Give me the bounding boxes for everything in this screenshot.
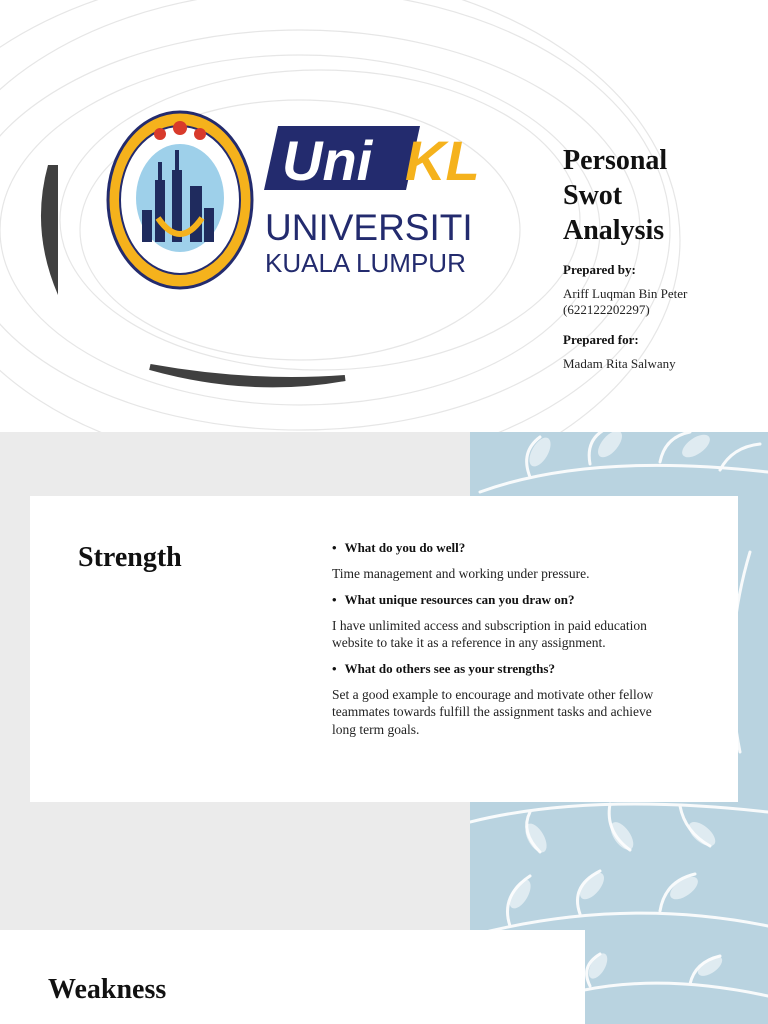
strength-heading: Strength: [78, 542, 182, 573]
answer-text: Time management and working under pressure.: [332, 566, 590, 581]
strength-card: [30, 496, 738, 802]
question-text: What do others see as your strengths?: [344, 660, 555, 676]
answer-text: I have unlimited access and subscription in paid education website to take it as a reference in any assignment.: [332, 617, 647, 650]
weakness-slide: [0, 866, 768, 1024]
question-text: What unique resources can you draw on?: [344, 591, 575, 607]
page-title: Personal Swot Analysis: [563, 145, 668, 246]
bullet-icon: •: [332, 660, 337, 676]
svg-text:KUALA LUMPUR: KUALA LUMPUR: [265, 248, 466, 278]
university-seal: [108, 112, 252, 288]
title-slide: [0, 0, 768, 432]
weakness-card: [0, 930, 585, 1024]
unikl-logo: [100, 100, 500, 300]
question-item: [332, 592, 662, 608]
answer-text: Set a good example to encourage and motivate other fellow teammates towards fulfill the assignment tasks and achieve long term goals.: [332, 686, 654, 737]
strength-qa-list: [332, 540, 662, 747]
prepared-for-label: Prepared for:: [563, 332, 639, 347]
unikl-wordmark: [264, 126, 480, 278]
prepared-by-label: Prepared by:: [563, 262, 636, 277]
title-block: [563, 143, 763, 372]
question-item: [332, 661, 662, 677]
bullet-icon: •: [332, 591, 337, 607]
prepared-for-value: Madam Rita Salwany: [563, 356, 676, 371]
bullet-icon: •: [332, 540, 337, 555]
strength-slide: [0, 432, 768, 866]
question-item: [332, 540, 662, 556]
question-text: What do you do well?: [344, 540, 466, 555]
svg-text:Uni: Uni: [282, 129, 373, 192]
svg-text:UNIVERSITI: UNIVERSITI: [265, 207, 473, 248]
svg-text:KL: KL: [405, 129, 480, 192]
weakness-heading: Weakness: [48, 974, 167, 1005]
prepared-by-value: Ariff Luqman Bin Peter (622122202297): [563, 286, 688, 317]
swirl-dark-left: [41, 165, 58, 295]
